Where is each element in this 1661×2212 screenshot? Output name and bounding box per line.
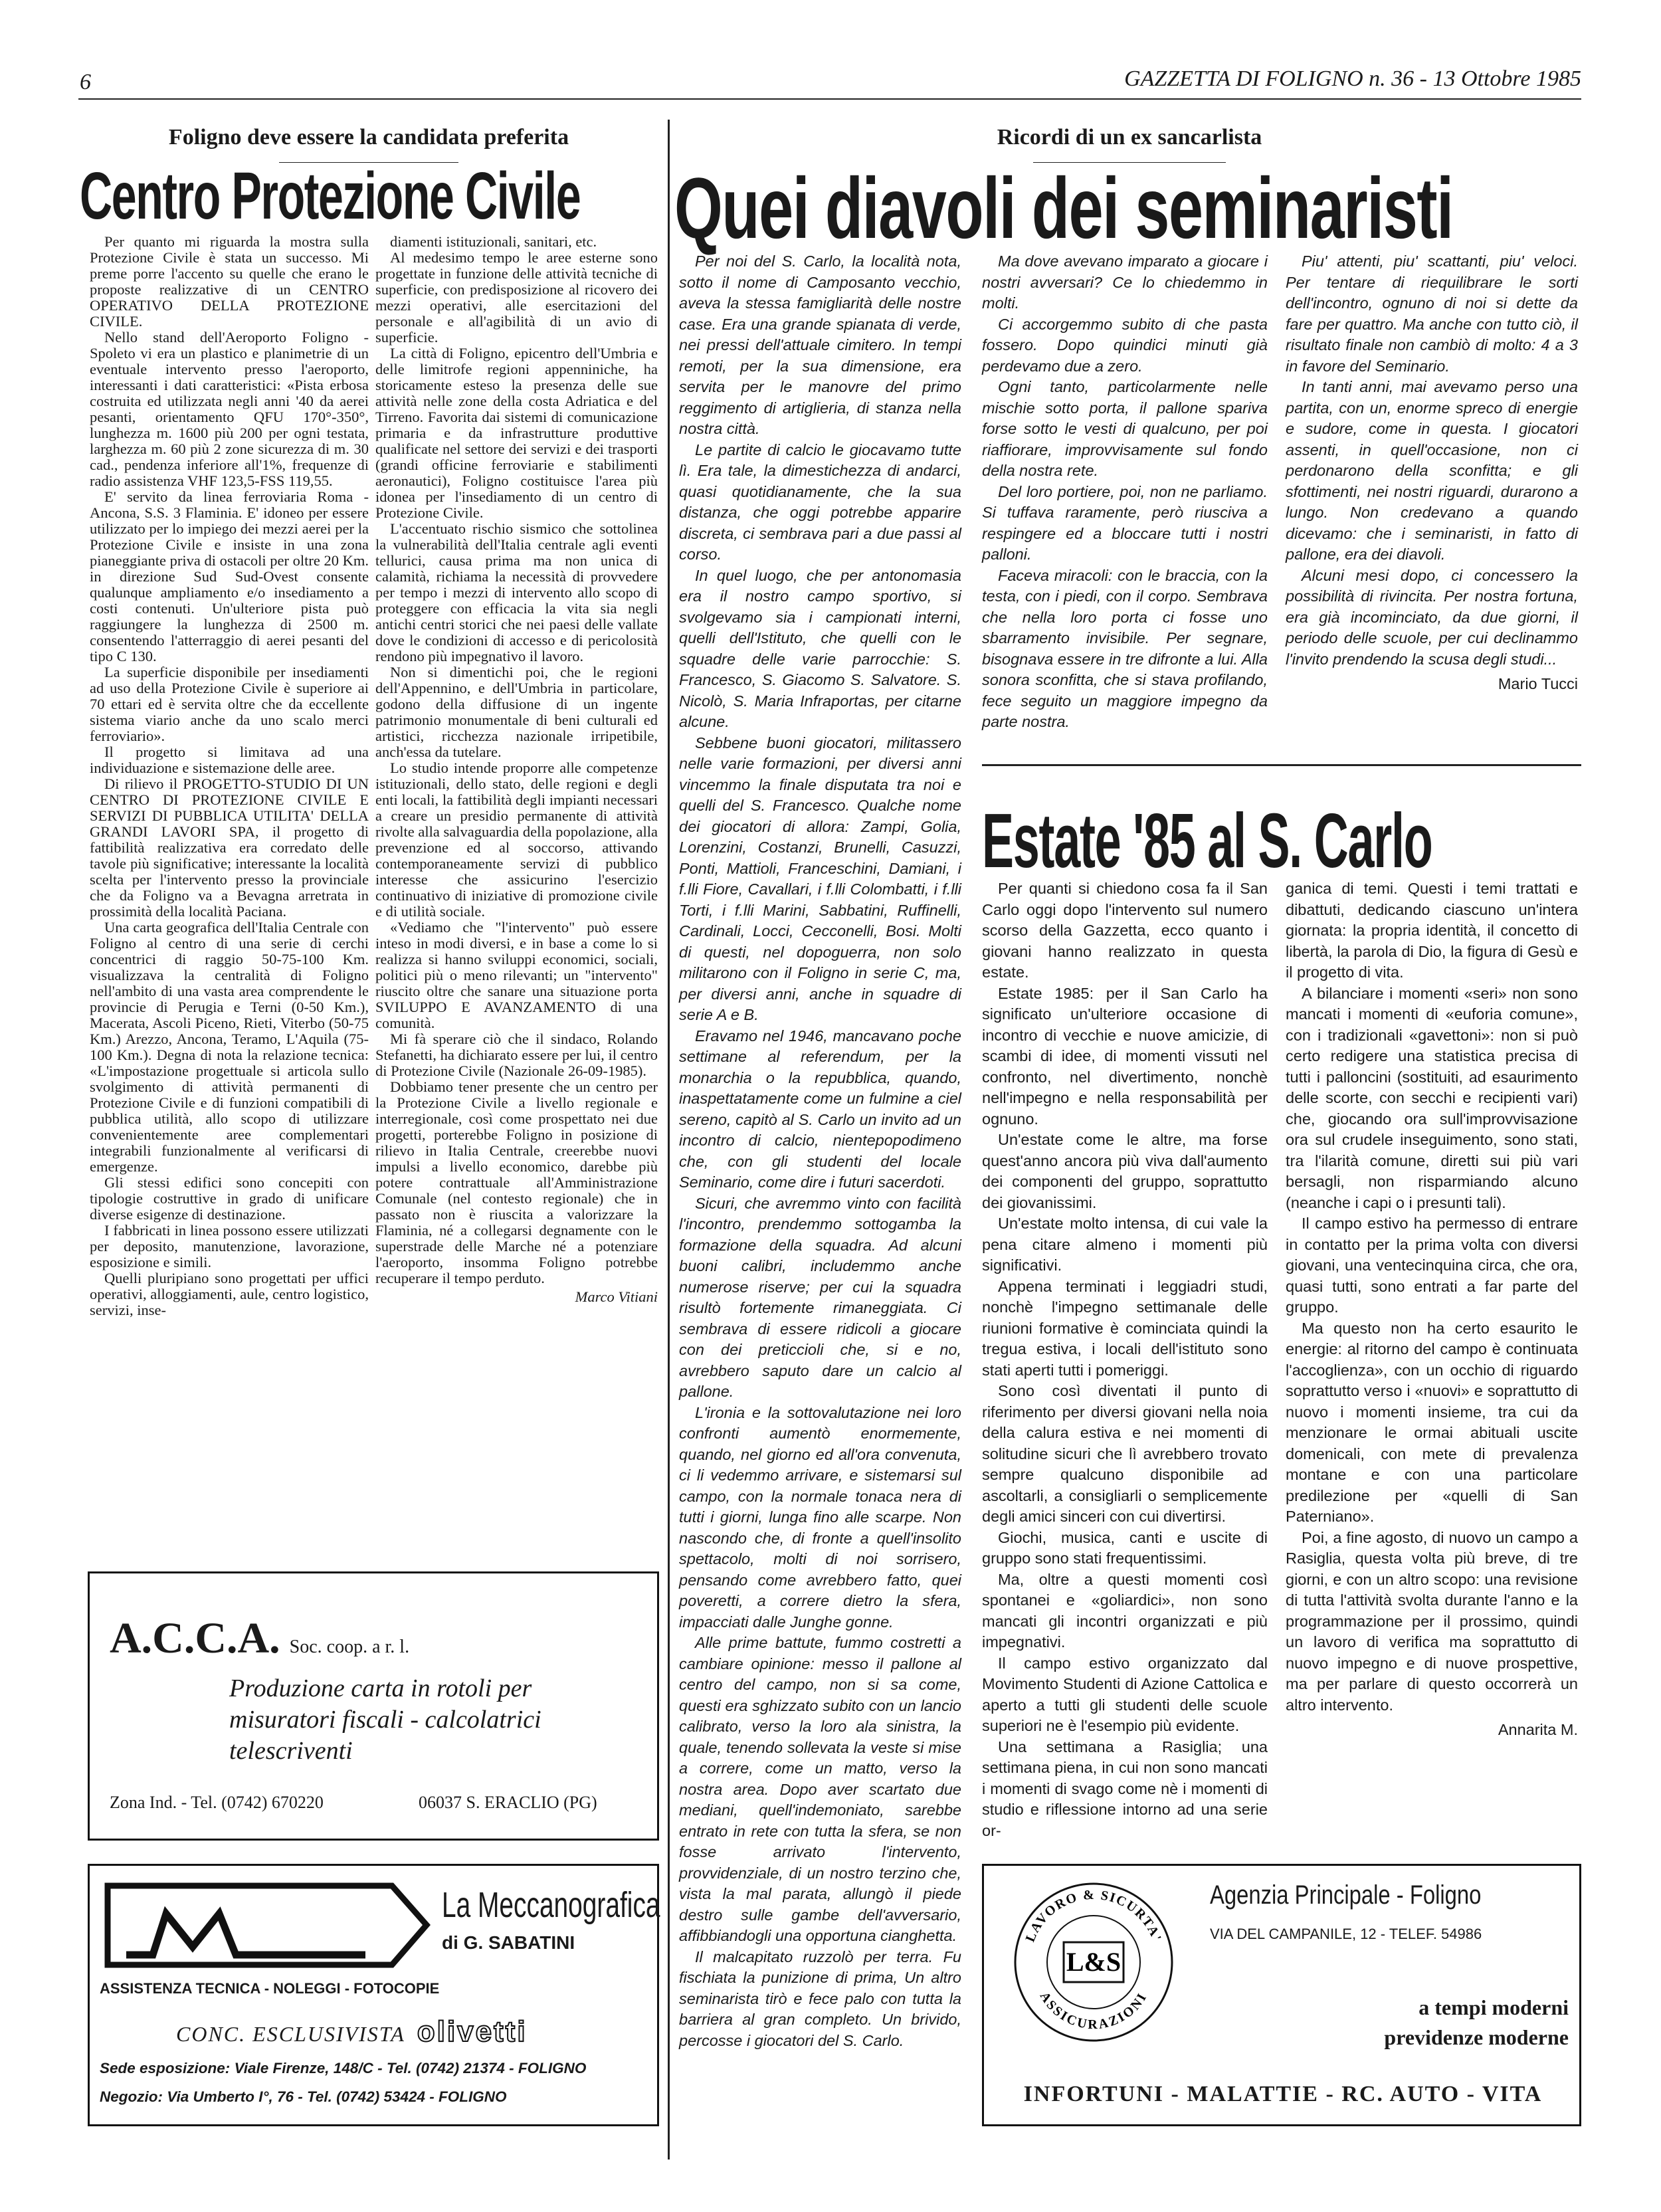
acca-address-right: 06037 S. ERACLIO (PG) bbox=[419, 1793, 597, 1812]
left-article-col2 bbox=[375, 234, 658, 1305]
acca-address-left: Zona Ind. - Tel. (0742) 670220 bbox=[110, 1793, 324, 1812]
paragraph: Ma, oltre a questi momenti così spontanei e «goliardici», non sono mancati gli incontri organizzati e più impegnativi. bbox=[982, 1570, 1268, 1651]
paragraph: Per noi del S. Carlo, la località nota, sotto il nome di Camposanto vecchio, aveva la stessa famigliarità delle nostre case. Era una grande spianata di verde, nei pressi dell'attuale cimitero. In tempi remoti, per la sua dimensione, era servita per le manovre del primo reggimento di artiglieria, di stanza nella nostra città. bbox=[679, 252, 961, 437]
lavoro-seal bbox=[1011, 1879, 1177, 2045]
right-article-col2 bbox=[982, 251, 1268, 733]
ad-acca bbox=[88, 1571, 659, 1841]
paragraph: Non si dimentichi poi, che le regioni dell'Appennino, e dell'Umbria in particolare, godono della diffusione di un ingente patrimonio monumentale di beni culturali ed artistici, ricchezza nazionale irripetibile, anch'essa da tutelare. bbox=[375, 664, 658, 760]
lavoro-slogan2: previdenze moderne bbox=[1384, 2025, 1569, 2049]
estate-title: Estate '85 al S. Carlo bbox=[982, 797, 1432, 884]
paragraph: Eravamo nel 1946, mancavano poche settimane al referendum, per la monarchia o la repubblica, quando, inaspettatamente come un fulmine a ciel sereno, capitò al S. Carlo un invito ad un incontro di calcio, nientepopodimeno che, con gli studenti del locale Seminario, come dire i futuri sacerdoti. bbox=[679, 1027, 961, 1191]
paragraph: Quelli pluripiano sono progettati per uffici operativi, alloggiamenti, aule, centro logistico, servizi, inse- bbox=[90, 1270, 369, 1318]
paragraph: «Vediamo che "l'intervento" può essere inteso in modi diversi, e in base a come lo si realizza si hanno sviluppi economici, sociali, politici più o meno rilevanti; un "intervento" riuscito oltre che sanare una situazione porta SVILUPPO E AVANZAMENTO di una comunità. bbox=[375, 919, 658, 1031]
meccanografica-services: ASSISTENZA TECNICA - NOLEGGI - FOTOCOPIE bbox=[100, 1980, 440, 1997]
paragraph: E' servito da linea ferroviaria Roma - Ancona, S.S. 3 Flaminia. E' idoneo per essere utilizzato per lo impiego dei mezzi aerei per la Protezione Civile e insiste in una zona pianeggiante priva di ostacoli per oltre 20 Km. in direzione Sud Sud-Ovest consente qualunque ampliamento e/o insediamento a costi contenuti. Un'ulteriore pista può raggiungere la lunghezza di 2500 m. consentendo l'atterraggio di aerei pesanti del tipo C 130. bbox=[90, 488, 369, 664]
lavoro-footer: INFORTUNI - MALATTIE - RC. AUTO - VITA bbox=[1023, 2082, 1543, 2106]
paragraph: In quel luogo, che per antonomasia era il nostro campo sportivo, si svolgevamo sia i campionati interni, quelli dell'Istituto, che quelli con le squadre delle varie parrocchie: S. Francesco, S. Giacomo S. Salvatore. S. Nicolò, S. Maria Infraportas, per citarne alcune. bbox=[679, 566, 961, 730]
paragraph: A bilanciare i momenti «seri» non sono mancati i momenti di «euforia comune», con i tradizionali «gavettoni»: non si può certo redigere una statistica precisa di tutti i palloncini (sostituiti, ad esaurimento delle scorte, con secchi e recipienti vari) che, giocando ora sull'improvvisazione ora sul crudele inseguimento, sono stati, tra l'ilarità comune, diretti sui più vari bersagli, non risparmiando alcuno (neanche i capi o i presunti tali). bbox=[1286, 984, 1578, 1211]
paragraph: diamenti istituzionali, sanitari, etc. bbox=[390, 233, 597, 250]
column-divider bbox=[668, 120, 670, 2160]
meccanografica-conc-row bbox=[176, 2015, 528, 2049]
meccanografica-sede bbox=[100, 2060, 586, 2077]
lavoro-title: Agenzia Principale - Foligno bbox=[1210, 1880, 1482, 1910]
paragraph: Per quanto mi riguarda la mostra sulla Protezione Civile è stata un successo. Mi preme porre l'accento su quelle che erano le proposte realizzative di un CENTRO OPERATIVO DELLA PROTEZIONE CIVILE. bbox=[90, 233, 369, 330]
paragraph: Le partite di calcio le giocavamo tutte lì. Era tale, la dimestichezza di andarci, quasi quotidianamente, che la sua distanza, che oggi potrebbe apparire discreta, ci sembrava pari a due passi al corso. bbox=[679, 441, 961, 563]
seal-top-text: LAVORO & SICURTA' bbox=[1023, 1887, 1165, 1944]
paragraph: La superficie disponibile per insediamenti ad uso della Protezione Civile è superiore ai 70 ettari ed è servita oltre che da eccellente sistema viario anche da uno scalo merci ferroviario». bbox=[90, 664, 369, 744]
masthead: GAZZETTA DI FOLIGNO n. 36 - 13 Ottobre 1985 bbox=[1124, 66, 1581, 91]
ad-meccanografica bbox=[88, 1864, 659, 2126]
paragraph: Di rilievo il PROGETTO-STUDIO DI UN CENTRO DI PROTEZIONE CIVILE E SERVIZI DI PUBBLICA UTILITA' DELLA GRANDI LAVORI SPA, il progetto di fattibilità realizzativa era corredato delle tavole più significative; interessante la località scelta per l'intervento presso la provinciale che da Foligno va a Bevagna arretrata in prossimità della località Paciana. bbox=[90, 775, 369, 920]
paragraph: In tanti anni, mai avevamo perso una partita, con un, enorme spreco di energie e sudore, come in questa. I giocatori assenti, in quell'occasione, non ci perdonarono della sconfitta; e gli sfottimenti, nei nostri riguardi, durarono a lungo. Non credevano a quando dicevamo: che i seminaristi, in fatto di pallone, era dei diavoli. bbox=[1286, 378, 1578, 563]
right-title: Quei diavoli dei seminaristi bbox=[674, 159, 1453, 256]
signature: Mario Tucci bbox=[1498, 675, 1578, 692]
paragraph: Sono così diventati il punto di riferimento per diversi giovani nella noia della calura estiva e nei momenti di solitudine sicuri che lì avrebbero trovato sempre qualcuno disponibile ad ascoltarli, a consigliarli o semplicemente degli amici sinceri con cui divertirsi. bbox=[982, 1382, 1268, 1525]
paragraph: Alcuni mesi dopo, ci concessero la possibilità di rivincita. Per nostra fortuna, era già incominciato, da due giorni, il periodo delle scuole, per cui declinammo l'invito prendendo la scusa degli studi... bbox=[1286, 566, 1578, 668]
left-title: Centro Protezione Civile bbox=[80, 159, 581, 233]
paragraph: Alle prime battute, fummo costretti a cambiare opinione: messo il pallone al centro del campo, non si sa come, questi era sghizzato subito con un lancio calibrato, verso la loro ala sinistra, la quale, tenendo sollevata la veste si mise a correre, come un matto, verso la nostra area. Dopo aver scartato due mediani, quell'indemoniato, sarebbe entrato in rete con tutta la sfera, se non fosse arrivato l'intervento, provvidenziale, di un nostro terzino che, vista la mal parata, allungò il piede destro sulle gambe dell'avversario, affibbiandogli una opportuna cianghetta. bbox=[679, 1634, 961, 1944]
lavoro-address: VIA DEL CAMPANILE, 12 - TELEF. 54986 bbox=[1210, 1926, 1482, 1942]
paragraph: Del loro portiere, poi, non ne parliamo. Si tuffava raramente, però riusciva a respingere ed a bloccare tutti i nostri palloni. bbox=[982, 482, 1268, 563]
paragraph: Gli stessi edifici sono concepiti con tipologie costruttive in grado di unificare diverse esigenze di destinazione. bbox=[90, 1174, 369, 1223]
paragraph: L'ironia e la sottovalutazione nei loro confronti aumentò enormemente, quando, nel giorno ed all'ora convenuta, ci li vedemmo arrivare, e sistemarsi sul campo, con la normale tonaca nera di tutti i giorni, lunga fino alle scarpe. Non nascondo che, di fronte a quell'insolito spettacolo, molti di noi sorrisero, pensando come avrebbero fatto, quei poveretti, a correre dietro la sfera, impacciati dalle Junghe gonne. bbox=[679, 1403, 961, 1631]
meccanografica-owner: di G. SABATINI bbox=[442, 1932, 575, 1953]
paragraph: Dobbiamo tener presente che un centro per la Protezione Civile a livello regionale e interregionale, così come prospettato nei due progetti, porterebbe Foligno in posizione di rilievo in Italia Centrale, creerebbe nuovi impulsi a livello economico, darebbe più potere contrattuale all'Amministrazione Comunale (nel contesto regionale) che in passato non è riuscita a valorizzare la Flaminia, né a collegarsi degnamente con le superstrade delle Marche né a potenziare l'aeroporto, insomma Foligno potrebbe recuperare il tempo perduto. bbox=[375, 1078, 658, 1286]
negozio-label: Negozio: bbox=[100, 2088, 163, 2105]
paragraph: L'accentuato rischio sismico che sottolinea la vulnerabilità dell'Italia centrale agli eventi tellurici, causa prima ma non unica di calamità, richiama la necessità di provvedere per tempo i mezzi di intervento allo scopo di proteggere con efficacia la vita sia negli antichi centri storici che nei paesi delle vallate dove le condizioni di accesso e di pericolosità rendono più impegnativo il lavoro. bbox=[375, 520, 658, 664]
paragraph: Giochi, musica, canti e uscite di gruppo sono stati frequentissimi. bbox=[982, 1528, 1268, 1567]
paragraph: Il malcapitato ruzzolò per terra. Fu fischiata la punizione di prima, Un altro seminarista tirò e fece palo con tutta la barriera al gran completo. Un brivido, percosse i giocatori del S. Carlo. bbox=[679, 1948, 961, 2049]
paragraph: Ogni tanto, particolarmente nelle mischie sotto porta, il pallone spariva forse sotto le vesti di qualcuno, per poi riaffiorare, improvvisamente sul fondo della nostra rete. bbox=[982, 378, 1268, 479]
paragraph: Faceva miracoli: con le braccia, con la testa, con i piedi, con il corpo. Sembrava che nella loro porta ci fosse uno sbarramento invisibile. Per segnare, bisognava essere in tre difronte a lui. Alla sonora sconfitta, che si stava profilando, fece seguito un maggiore impegno da parte nostra. bbox=[982, 566, 1268, 730]
meccanografica-name: La Meccanografica bbox=[442, 1885, 660, 1925]
sede-label: Sede esposizione: bbox=[100, 2060, 231, 2076]
paragraph: Mi fà sperare ciò che il sindaco, Rolando Stefanetti, ha dichiarato essere per lui, il centro di Protezione Civile (Nazionale 26-09-1985). bbox=[375, 1031, 658, 1079]
paragraph: Il progetto si limitava ad una individuazione e sistemazione delle aree. bbox=[90, 744, 369, 776]
acca-brand: A.C.C.A. bbox=[110, 1614, 280, 1662]
acca-description bbox=[229, 1673, 541, 1767]
meccanografica-conc: CONC. ESCLUSIVISTA bbox=[176, 2022, 405, 2046]
signature: Annarita M. bbox=[1498, 1721, 1578, 1738]
sede-address: Viale Firenze, 148/C - Tel. (0742) 21374 - FOLIGNO bbox=[234, 2060, 587, 2076]
estate-top-rule bbox=[982, 764, 1581, 766]
acca-line: Produzione carta in rotoli per bbox=[229, 1674, 532, 1702]
seal-monogram: L&S bbox=[1066, 1947, 1122, 1977]
right-kicker: Ricordi di un ex sancarlista bbox=[997, 125, 1262, 150]
paragraph: Piu' attenti, piu' scattanti, piu' veloci. Per tentare di riequilibrare le sorti dell'incontro, ognuno di noi si dette da fare per quattro. Ma anche con tutto ciò, il risultato finale non cambiò di molto: 4 a 3 in favore del Seminario. bbox=[1286, 252, 1578, 375]
signature: Marco Vitiani bbox=[575, 1288, 658, 1305]
paragraph: Appena terminati i leggiadri studi, nonchè l'impegno settimanale delle riunioni formative è cominciata quindi la tregua estiva, i locali dell'istituto sono stati aperti tutti i pomeriggi. bbox=[982, 1277, 1268, 1379]
lavoro-slogan1: a tempi moderni bbox=[1418, 1995, 1569, 2019]
ad-lavoro-sicurta bbox=[982, 1864, 1581, 2126]
acca-suffix: Soc. coop. a r. l. bbox=[289, 1637, 410, 1657]
acca-brand-row bbox=[110, 1613, 409, 1664]
negozio-address: Via Umberto I°, 76 - Tel. (0742) 53424 - FOLIGNO bbox=[167, 2088, 507, 2105]
meccanografica-logo bbox=[100, 1880, 435, 1970]
seal-bottom-text: ASSICURAZIONI bbox=[1036, 1989, 1151, 2032]
paragraph: ganica di temi. Questi i temi trattati e dibattuti, dedicando ciascuno un'intera giornata: la propria identità, il concetto di libertà, la parola di Dio, la figura di Gesù e il progetto di vita. bbox=[1286, 880, 1578, 981]
paragraph: Un'estate come le altre, ma forse quest'anno ancora più viva dall'aumento dei componenti del gruppo, soprattutto dei giovanissimi. bbox=[982, 1131, 1268, 1211]
paragraph: I fabbricati in linea possono essere utilizzati per deposito, manutenzione, lavorazione, esposizione e simili. bbox=[90, 1222, 369, 1270]
acca-line: misuratori fiscali - calcolatrici bbox=[229, 1706, 541, 1734]
paragraph: Una settimana a Rasiglia; una settimana piena, in cui non sono mancati i momenti di svago come nè i momenti di studio e riflessione intorno ad una serie or- bbox=[982, 1738, 1268, 1839]
acca-line: telescriventi bbox=[229, 1737, 353, 1765]
paragraph: Lo studio intende proporre alle competenze istituzionali, dello stato, delle regioni e degli enti locali, la fattibilità degli impianti necessari a creare un presidio permanente di attività rivolte alla salvaguardia della popolazione, alla prevenzione ed al soccorso, attivando contemporaneamente servizi di pubblico interesse che assicurino l'esercizio continuativo di iniziative di promozione civile e di utilità sociale. bbox=[375, 759, 658, 920]
paragraph: Sebbene buoni giocatori, militassero nelle varie formazioni, per diversi anni vincemmo la finale disputata tra noi e quelli del S. Francesco. Qualche nome dei giocatori di allora: Zampi, Golia, Lorenzini, Costanzi, Brunelli, Casuzzi, Ponti, Mattioli, Franceschini, Damiani, i f.lli Fiore, Cavallari, i f.lli Colombatti, i f.lli Torti, i f.lli Marini, Sabbatini, Ruffinelli, Cardinali, Locci, Cecconelli, Bosi. Molti di questi, nel dopoguerra, non solo militarono con il Foligno in serie C, ma, per diversi anni, anche in squadre di serie A e B. bbox=[679, 734, 961, 1023]
left-kicker: Foligno deve essere la candidata preferita bbox=[168, 125, 569, 150]
paragraph: Per quanti si chiedono cosa fa il San Carlo oggi dopo l'intervento sul numero scorso della Gazzetta, ecco quanto i giovani hanno realizzato in questa estate. bbox=[982, 880, 1268, 981]
paragraph: Sicuri, che avremmo vinto con facilità l'incontro, prendemmo sottogamba la formazione della squadra. Ad alcuni buoni calibri, includemmo anche numerose riserve; per cui la squadra risultò fortemente rimaneggiata. Ci sembrava di essere ridicoli a giocare con dei preticcioli che, si e no, avrebbero saputo dare un calcio al pallone. bbox=[679, 1194, 961, 1400]
paragraph: Il campo estivo organizzato dal Movimento Studenti di Azione Cattolica e aperto a tutti gli studenti delle scuole superiori ne è l'esempio più evidente. bbox=[982, 1654, 1268, 1734]
paragraph: Il campo estivo ha permesso di entrare in contatto per la prima volta con diversi giovani, una ventecinquina circa, che ora, quasi tutti, sono entrati a far parte del gruppo. bbox=[1286, 1215, 1578, 1316]
estate-col1 bbox=[982, 878, 1268, 1841]
right-article-col3 bbox=[1286, 251, 1578, 695]
paragraph: Ma dove avevano imparato a giocare i nostri avversari? Ce lo chiedemmo in molti. bbox=[982, 252, 1268, 312]
paragraph: Al medesimo tempo le aree esterne sono progettate in funzione delle attività tecniche di superficie, con predisposizione al ricovero dei mezzi operativi, alle esercitazioni del personale e all'agibilità di un avio di superficie. bbox=[375, 249, 658, 346]
paragraph: Estate 1985: per il San Carlo ha significato un'ulteriore occasione di incontro di vecchie e nuove amicizie, di scambi di idee, di momenti vissuti nel confronto, nel divertimento, nonchè nell'impegno e nella responsabilità per ognuno. bbox=[982, 984, 1268, 1128]
meccanografica-negozio bbox=[100, 2088, 507, 2106]
paragraph: Un'estate molto intensa, di cui vale la pena citare almeno i momenti più significativi. bbox=[982, 1215, 1268, 1274]
right-article-col1 bbox=[679, 251, 961, 2051]
paragraph: Poi, a fine agosto, di nuovo un campo a Rasiglia, questa volta più breve, di tre giorni, e con un altro scopo: una revisione di tutta l'attività svolta durante l'anno e la programmazione per il prossimo, quindi un lavoro di verifica ma soprattutto di nuovo impegno e di nuove prospettive, ma per parlare di questo occorrerà un altro intervento. bbox=[1286, 1528, 1578, 1714]
olivetti-logo: olivetti bbox=[417, 2015, 528, 2048]
estate-col2 bbox=[1286, 878, 1578, 1741]
paragraph: Una carta geografica dell'Italia Centrale con Foligno al centro di una serie di cerchi concentrici di raggio 50-75-100 Km. visualizzava la centralità di Foligno nell'ambito di una vasta area comprendente le provincie di Perugia e Terni (0-50 Km.), Macerata, Ascoli Piceno, Rieti, Viterbo (50-75 Km.) Arezzo, Ancona, Teramo, L'Aquila (75-100 Km.). Degna di nota la relazione tecnica: «L'impostazione progettuale si articola sullo svolgimento di attività permanenti di Protezione Civile e di funzioni compatibili di pubblica utilità, allo scopo di utilizzare convenientemente aree complementari integrabili funzionalmente al verificarsi di emergenze. bbox=[90, 919, 369, 1175]
paragraph: La città di Foligno, epicentro dell'Umbria e delle limitrofe regioni appenniniche, ha storicamente esteso la presenza delle sue attività nelle zone della costa Adriatica e del Tirreno. Favorita dai sistemi di comunicazione primaria e da infrastrutture produttive qualificate nel settore dei servizi e dei trasporti (grandi officine ferroviarie e stabilimenti aeronautici), Foligno costituisce l'area più idonea per l'insediamento di un centro di Protezione Civile. bbox=[375, 345, 658, 521]
paragraph: Ci accorgemmo subito di che pasta fossero. Dopo quindici minuti già perdevamo due a zero. bbox=[982, 315, 1268, 375]
header-rule bbox=[78, 98, 1581, 100]
page-number: 6 bbox=[80, 70, 91, 94]
left-article-col1 bbox=[90, 234, 369, 1318]
paragraph: Nello stand dell'Aeroporto Foligno - Spoleto vi era un plastico e planimetrie di un eventuale intervento presso l'aeroporto, interessanti i dati caratteristici: «Pista erbosa costruita ed utilizzata negli anni '40 da aerei pesanti, orientamento QFU 170°-350°, lunghezza m. 1600 più 200 per ogni testata, larghezza m. 60 più 2 zone sicurezza di m. 30 cad., pendenza inferiore all'1%, frequenze di radio assistenza VHF 123,5-FSS 119,55. bbox=[90, 329, 369, 489]
paragraph: Ma questo non ha certo esaurito le energie: al ritorno del campo è continuata l'accoglienza», con un occhio di riguardo soprattutto verso i «nuovi» e soprattutto di nuovo i momenti insieme, tra cui da menzionare le ormai abituali uscite domenicali, con mete di prevalenza montane e con una particolare predilezione per «quelli di San Paterniano». bbox=[1286, 1319, 1578, 1525]
